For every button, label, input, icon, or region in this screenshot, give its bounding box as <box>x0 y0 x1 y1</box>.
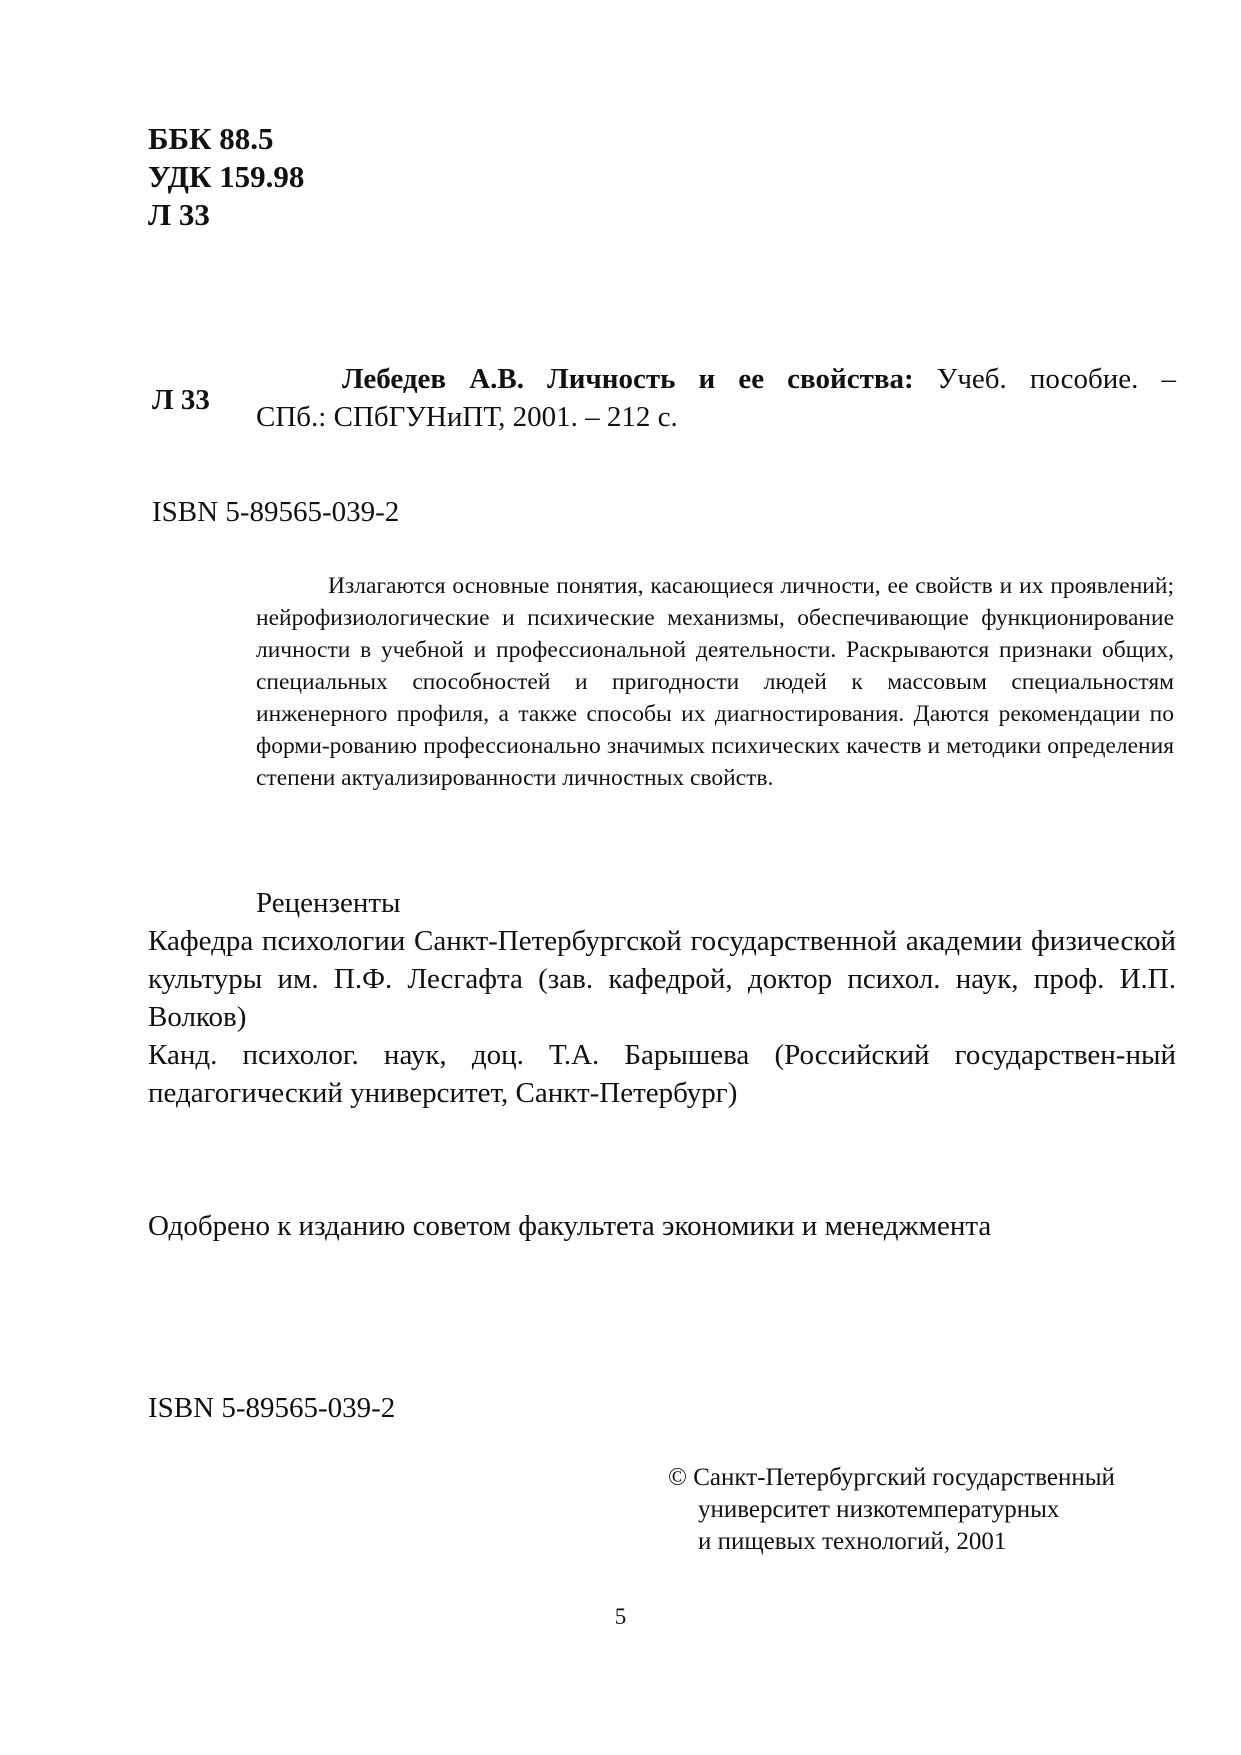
imprint: СПб.: СПбГУНиПТ, 2001. – 212 с. <box>256 401 678 433</box>
entry-author-mark: Л 33 <box>152 384 210 416</box>
reviewer-second: Канд. психолог. наук, доц. Т.А. Барышева (Российский государствен-ный педагогический университет, Санкт-Петербург) <box>148 1039 1176 1109</box>
udk-code: УДК 159.98 <box>148 159 305 194</box>
publication-type: Учеб. пособие. – <box>936 363 1176 395</box>
reviewer-first: Кафедра психологии Санкт-Петербургской государственной академии физической культуры им. П.Ф. Лесгафта (зав. кафедрой, доктор психол. наук, проф. И.П. Волков) <box>148 925 1176 1033</box>
copyright-line-2: университет низкотемпературных <box>698 1496 1060 1523</box>
isbn-bottom: ISBN 5-89565-039-2 <box>148 1392 396 1424</box>
page-number: 5 <box>614 1604 627 1629</box>
reviewers-title: Рецензенты <box>256 887 401 919</box>
bbk-code: ББК 88.5 <box>148 121 274 156</box>
bibliographic-record <box>256 360 1176 436</box>
abstract: Излагаются основные понятия, касающиеся личности, ее свойств и их проявлений; нейрофизиологические и психические механизмы, обеспечивающие функционирование личности в учебной и профессиональной деятельности. Раскрываются признаки общих, специальных способностей и пригодности людей к массовым специальностям инженерного профиля, а также способы их диагностирования. Даются рекомендации по форми-рованию профессионально значимых психических качеств и методики определения степени актуализированности личностных свойств. <box>256 573 1174 791</box>
author-title: Лебедев А.В. Личность и ее свойства: <box>342 363 914 395</box>
isbn-top: ISBN 5-89565-039-2 <box>152 496 400 528</box>
copyright-line-3: и пищевых технологий, 2001 <box>698 1528 1007 1555</box>
copyright-line-1: © Санкт-Петербургский государственный <box>668 1464 1115 1491</box>
reviewers-section <box>148 884 1176 1112</box>
approval-note: Одобрено к изданию советом факультета экономики и менеджмента <box>148 1210 992 1242</box>
author-mark: Л 33 <box>148 197 210 232</box>
classification-block <box>148 120 304 234</box>
bibliographic-title-line <box>256 360 1176 398</box>
copyright-block <box>668 1462 1115 1558</box>
